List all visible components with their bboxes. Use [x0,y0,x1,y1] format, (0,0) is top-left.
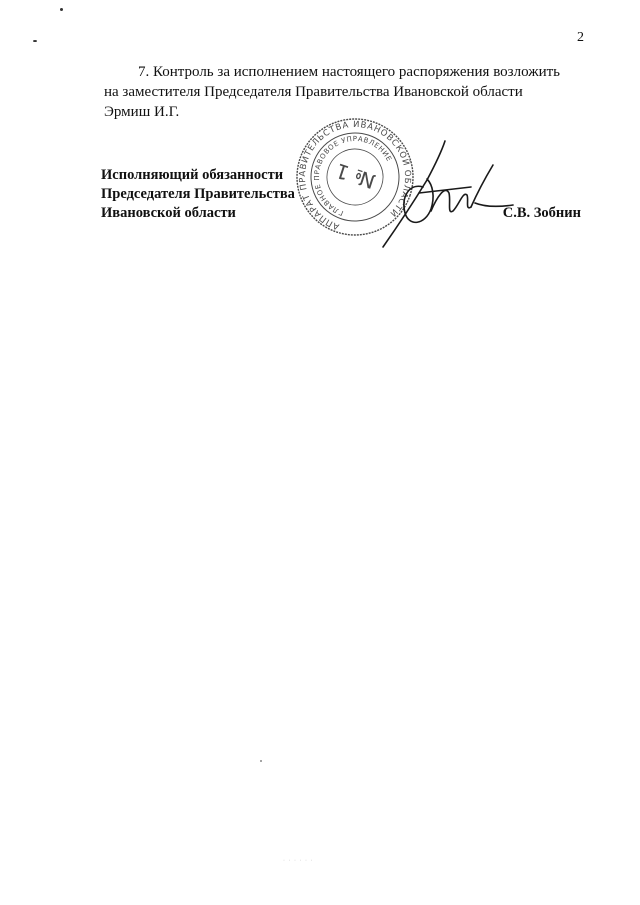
signer-title-line: Председателя Правительства [101,186,295,202]
signer-name: С.В. Зобнин [502,205,581,221]
handwritten-signature [375,135,515,250]
scan-artifact: · · · · · · [283,858,314,864]
stamp-number: № 1 [332,158,378,194]
paragraph-line: 7. Контроль за исполнением настоящего распоряжения возложить [138,64,560,80]
stamp-inner-text: ГЛАВНОЕ ПРАВОВОЕ УПРАВЛЕНИЕ [312,135,394,217]
page-number: 2 [577,30,584,45]
paragraph-line: Эрмиш И.Г. [104,104,180,120]
stamp-outer-text: АППАРАТ ПРАВИТЕЛЬСТВА ИВАНОВСКОЙ ОБЛАСТИ [297,119,413,232]
scan-speck [260,760,262,762]
signer-title-line: Ивановской области [101,205,236,221]
paragraph-line: на заместителя Председателя Правительства Ивановской области [104,84,523,100]
signer-title-line: Исполняющий обязанности [101,167,284,183]
scan-speck [33,40,37,42]
scan-speck [60,8,63,11]
control-paragraph [104,62,579,122]
